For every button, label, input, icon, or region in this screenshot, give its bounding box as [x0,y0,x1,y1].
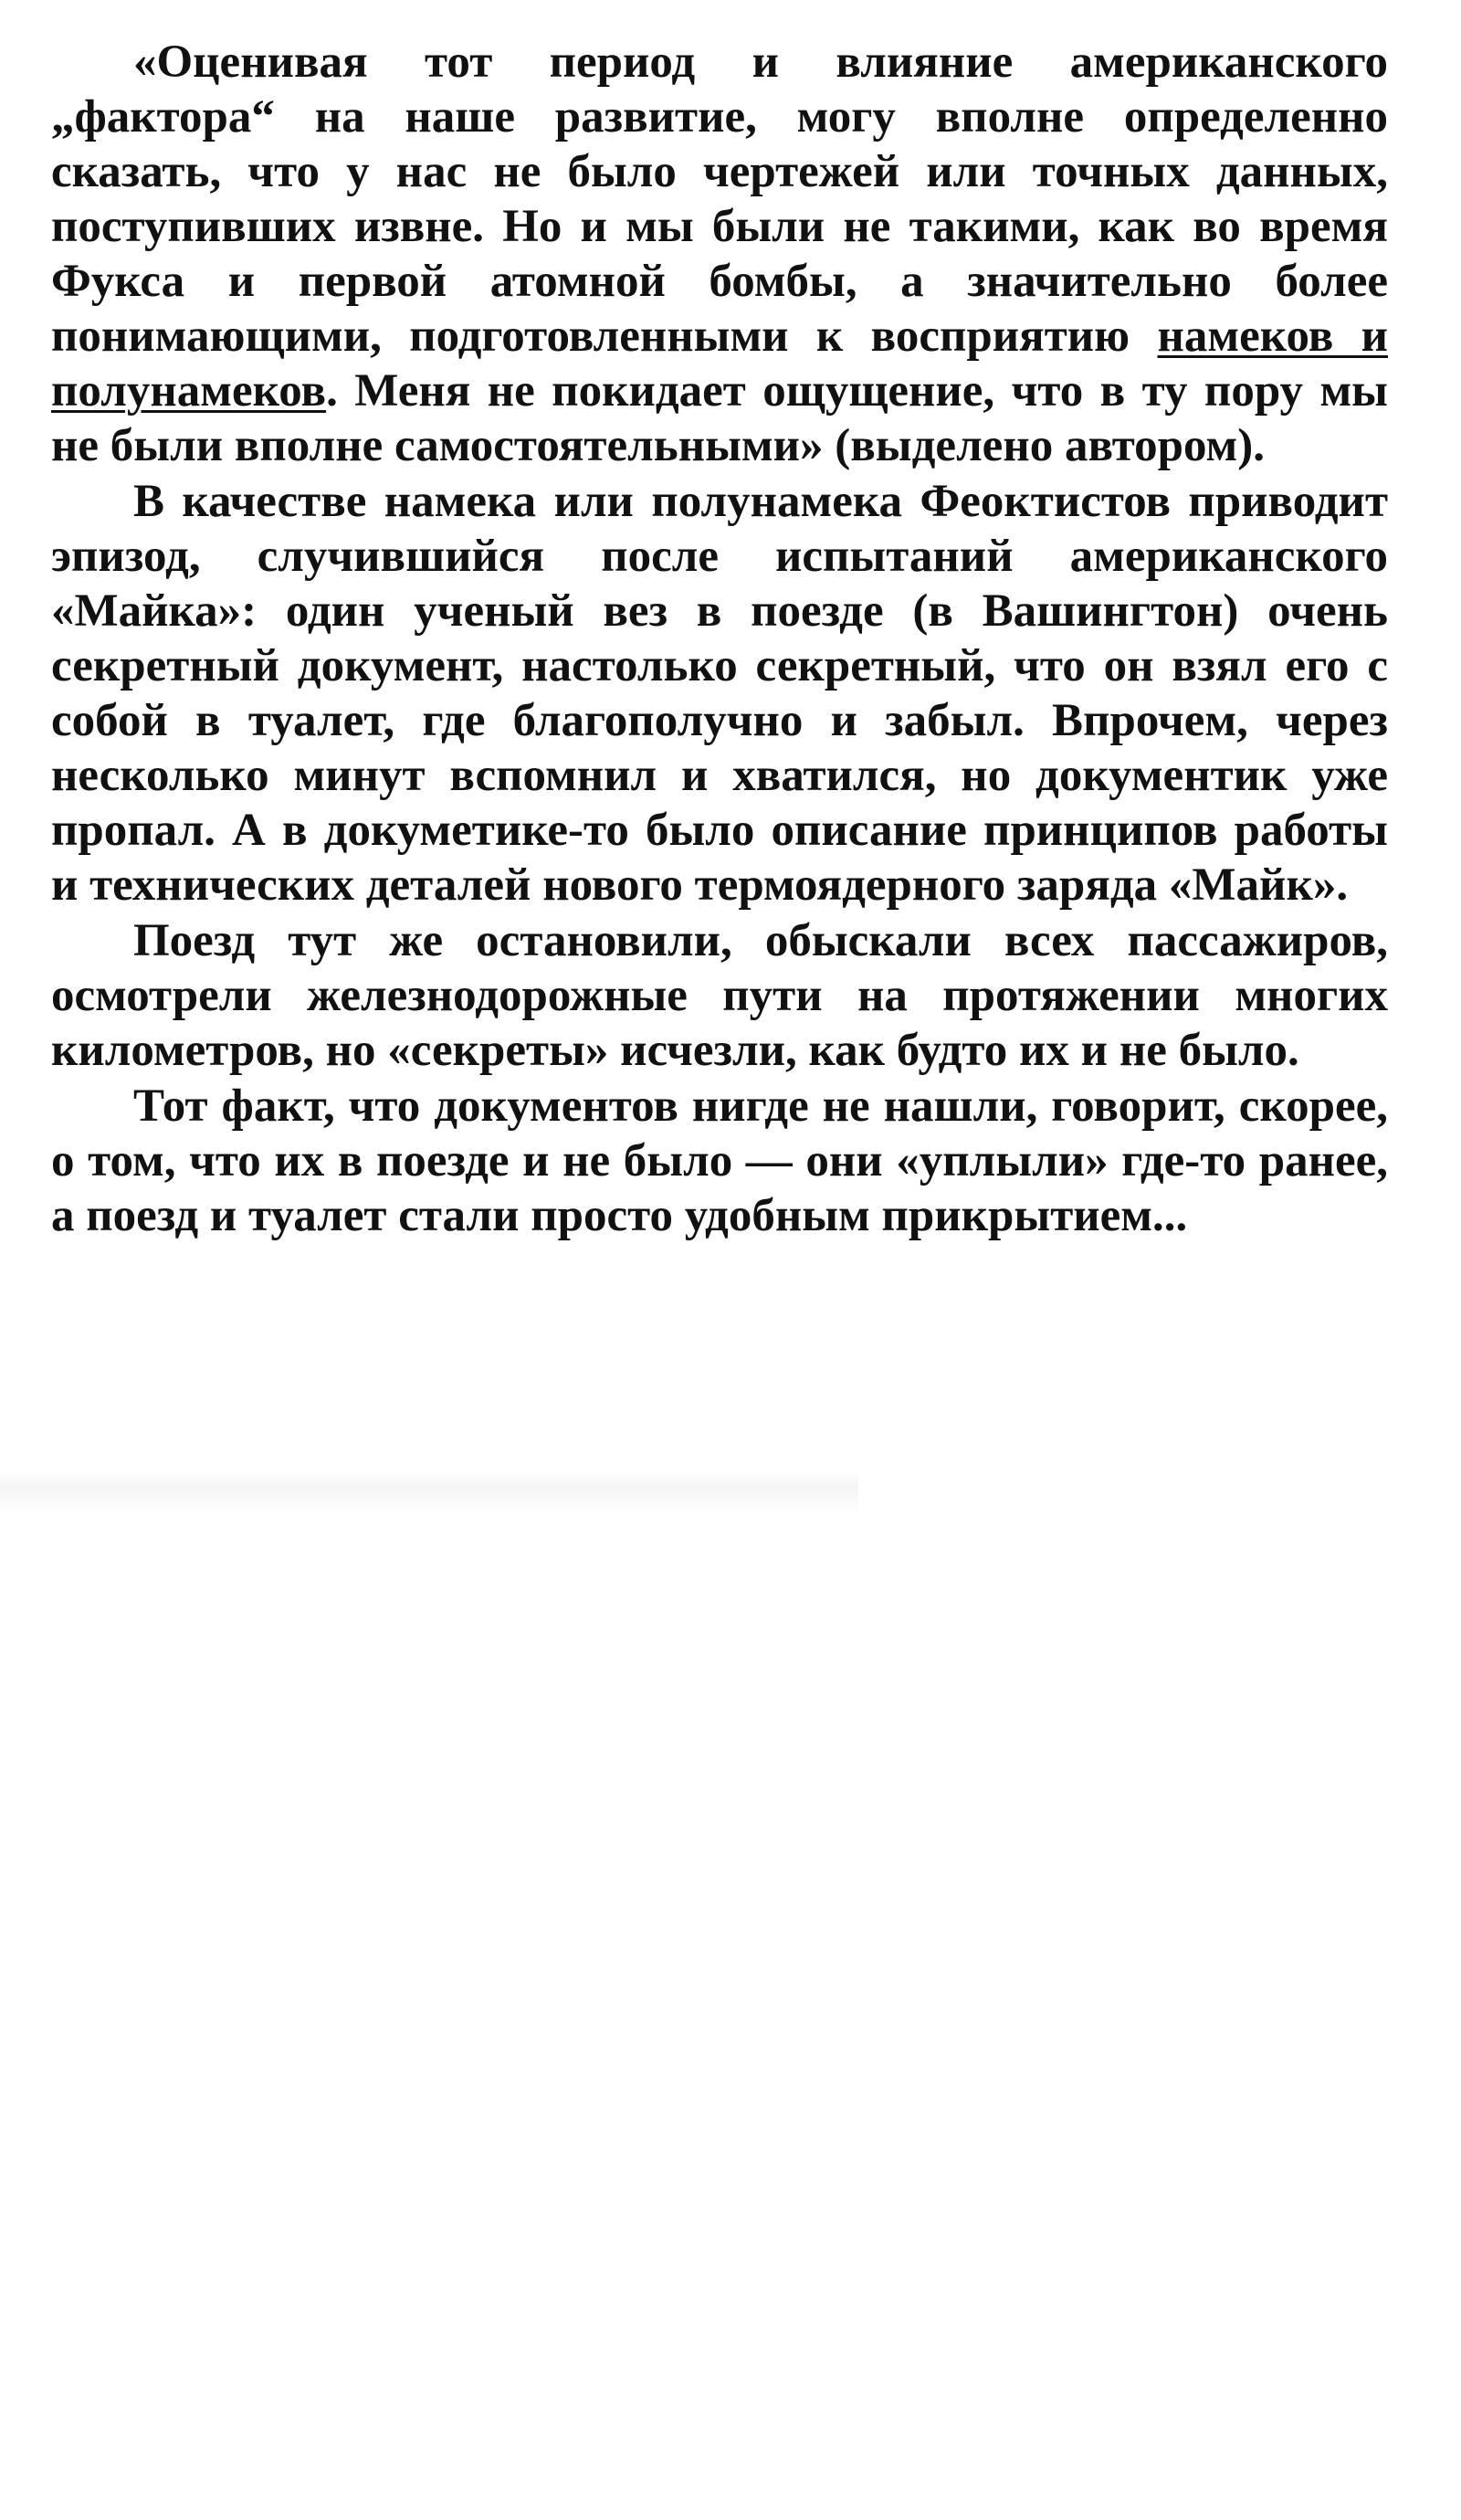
quote-text-end: . Меня не покидает ощущение, что в ту пору мы не были вполне самостоятельными» (выделено автором). [51,365,1388,471]
body-text [51,35,1388,1243]
paragraph-quote [51,35,1388,473]
paragraph-conclusion: Тот факт, что документов нигде не нашли, говорит, скорее, о том, что их в поезде и не было — они «уплыли» где-то ранее, а поезд и туалет стали просто удобным прикрытием... [51,1081,1388,1241]
paragraph-episode: В качестве намека или полунамека Феоктистов приводит эпизод, случившийся после испытаний американского «Майка»: один ученый вез в поезде (в Вашингтон) очень секретный документ, настолько секретный, что он взял его с собой в туалет, где благополучно и забыл. Впрочем, через несколько минут вспомнил и хватился, но документик уже пропал. А в докуметике-то было описание принципов работы и технических деталей нового термоядерного заряда «Майк». [51,476,1388,911]
quote-text-start: «Оценивая тот период и влияние американского „фактора“ на наше развитие, могу вполне определенно сказать, что у нас не было чертежей или точных данных, поступивших извне. Но и мы были не такими, как во время Фукса и первой атомной бомбы, а значительно более понимающими, подготовленными к восприятию [51,37,1388,362]
underlined-phrase: намеков и полунамеков [51,311,1388,416]
paragraph-train-search: Поезд тут же остановили, обыскали всех пассажиров, осмотрели железнодорожные пути на протяжении многих километров, но «секреты» исчезли, как будто их и не было. [51,915,1388,1076]
scan-shading [0,1471,858,1513]
